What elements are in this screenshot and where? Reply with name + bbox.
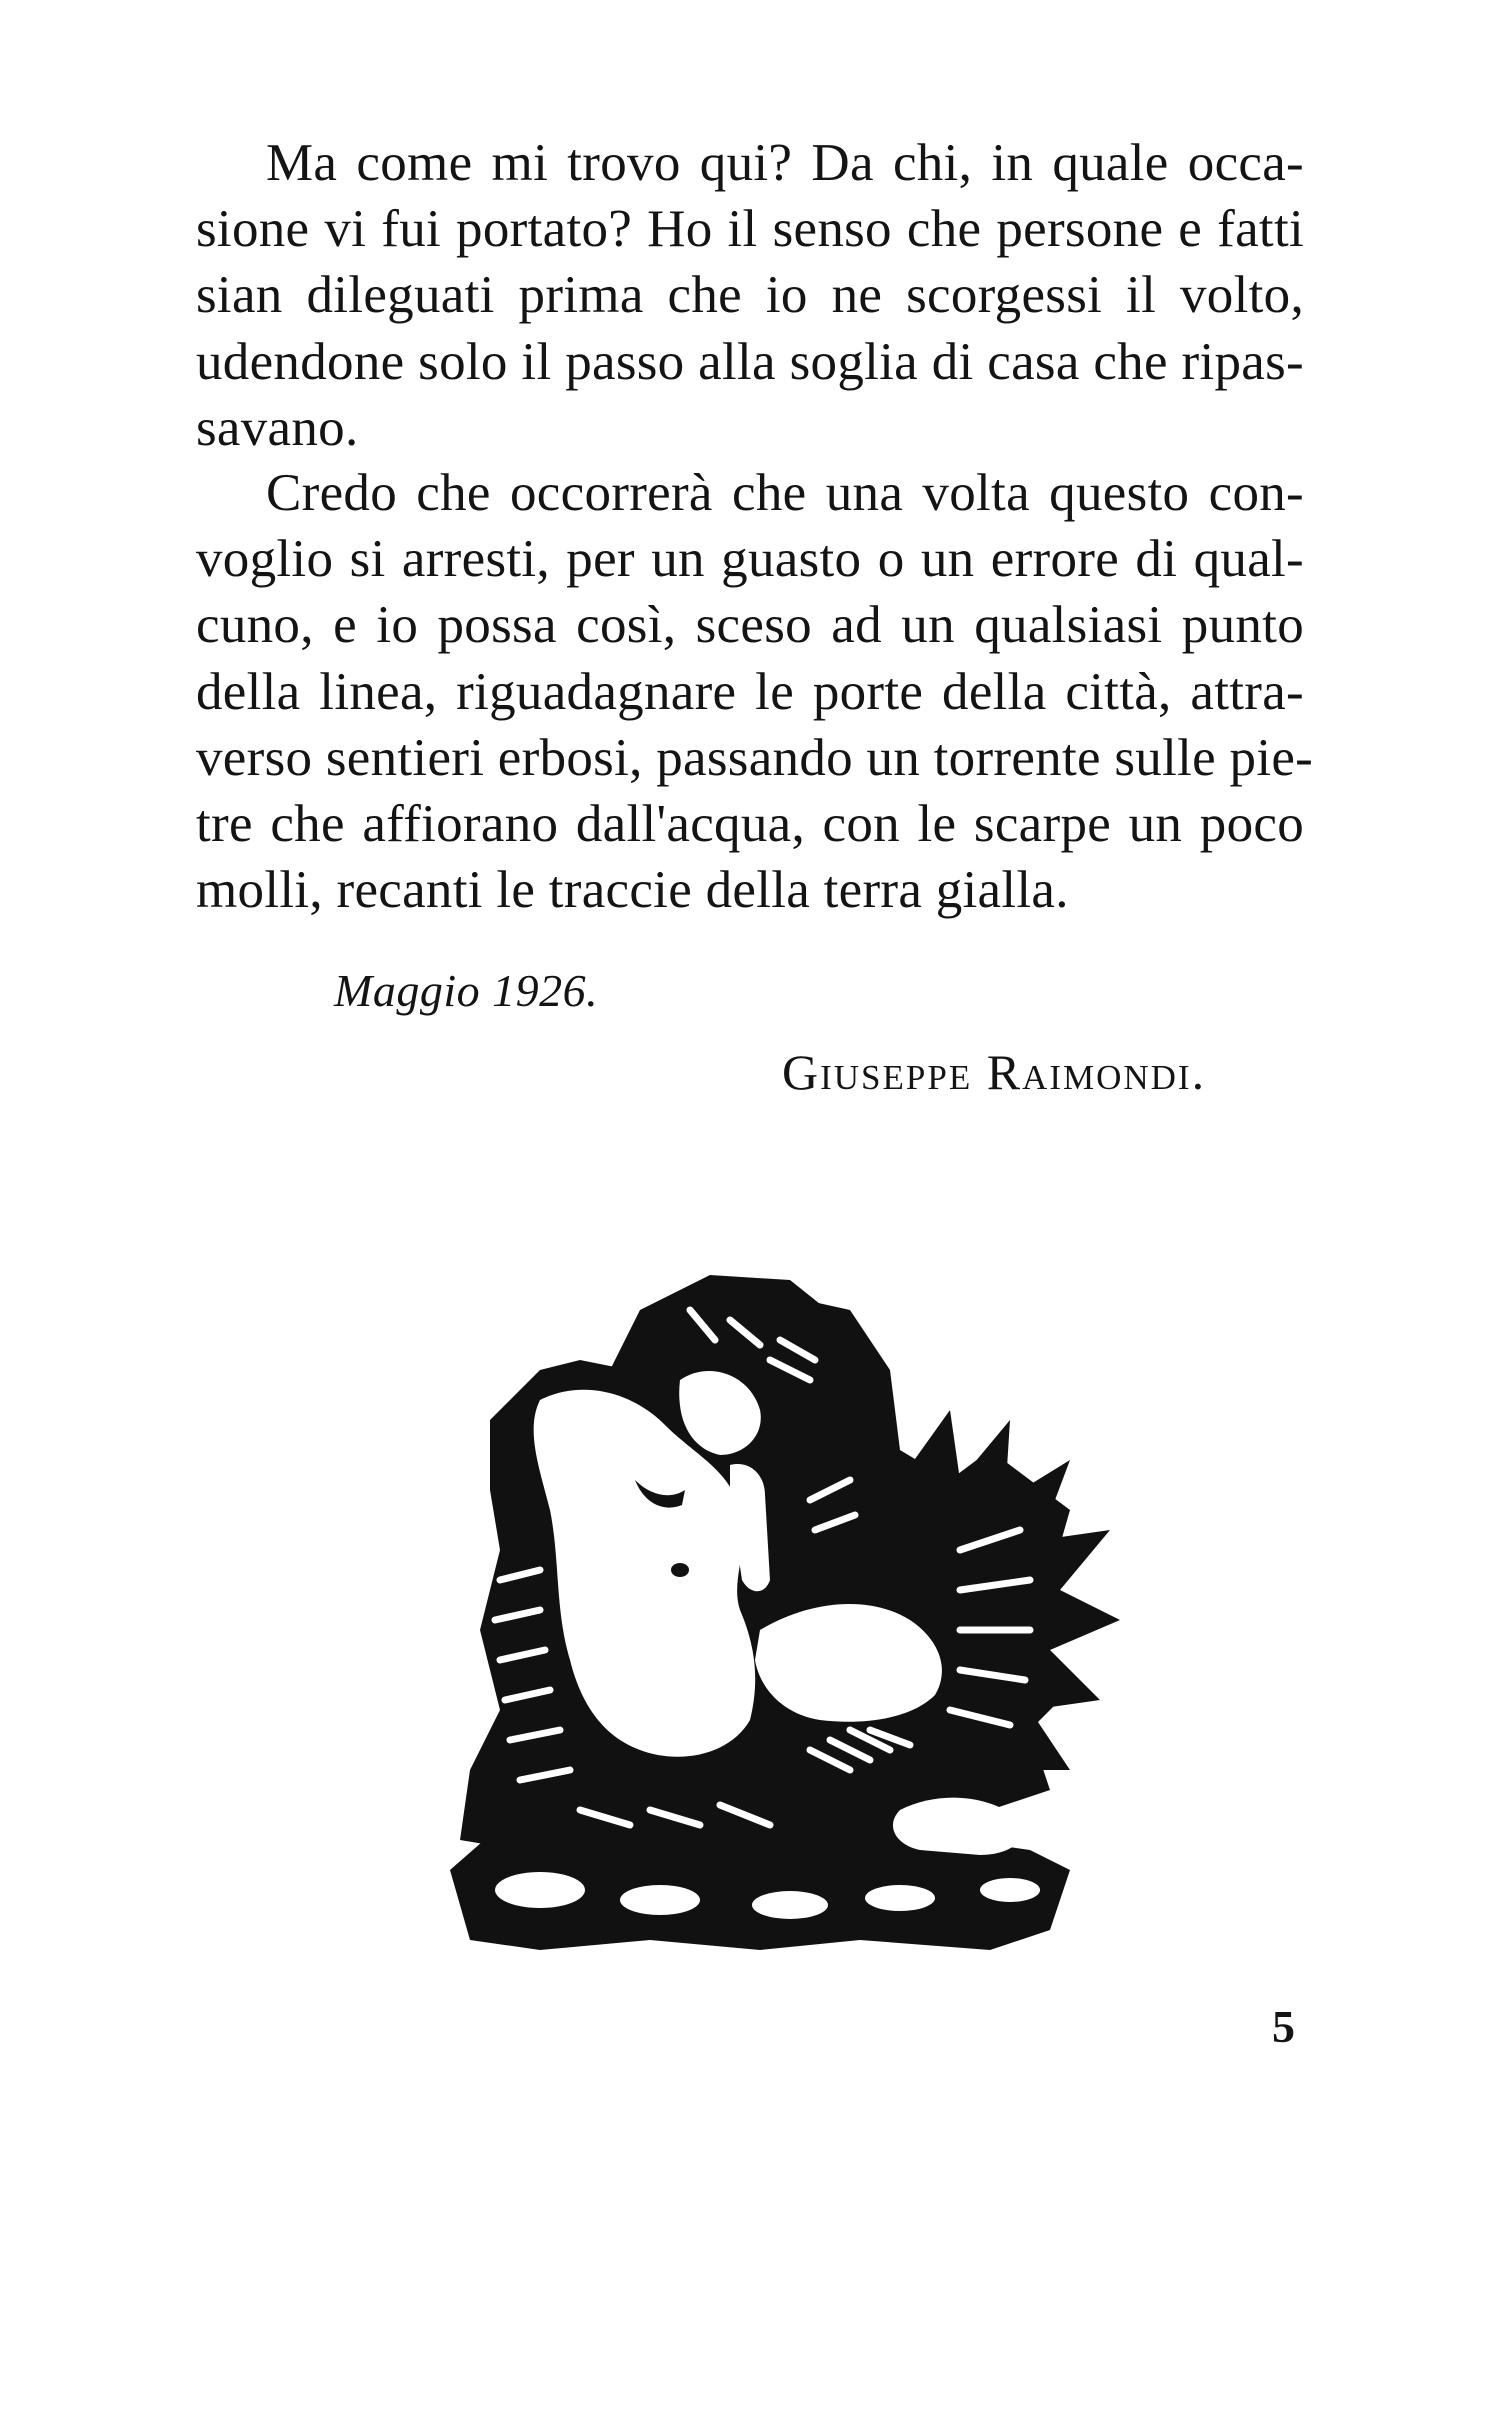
- text-line: savano.: [196, 398, 359, 457]
- text-line: molli, recanti le traccie della terra gialla.: [196, 861, 1069, 920]
- text-line: sione vi fui portato? Ho il senso che persone e fatti: [196, 200, 1304, 259]
- text-line: Ma come mi trovo qui? Da chi, in quale occa-: [266, 134, 1304, 192]
- woodcut-seated-nude-figure-icon: [430, 1250, 1130, 1990]
- paragraph-1: [196, 130, 1304, 461]
- page-number: 5: [1272, 2001, 1295, 2052]
- text-line: udendone solo il passo alla soglia di casa che ripas-: [196, 332, 1304, 391]
- text-line: sian dileguati prima che io ne scorgessi il volto,: [196, 266, 1304, 325]
- paragraph-2: [196, 460, 1314, 923]
- text-line: tre che affiorano dall'acqua, con le scarpe un poco: [196, 795, 1304, 854]
- text-line: della linea, riguadagnare le porte della città, attra-: [196, 662, 1304, 721]
- text-line: cuno, e io possa così, sceso ad un qualsiasi punto: [196, 596, 1304, 655]
- text-line: verso sentieri erbosi, passando un torrente sulle pie-: [196, 728, 1314, 787]
- text-line: Credo che occorrerà che una volta questo con-: [266, 464, 1304, 522]
- text-line: voglio si arresti, per un guasto o un errore di qual-: [196, 530, 1304, 589]
- author-signature: Giuseppe Raimondi.: [782, 1044, 1207, 1100]
- date-line: Maggio 1926.: [334, 965, 599, 1016]
